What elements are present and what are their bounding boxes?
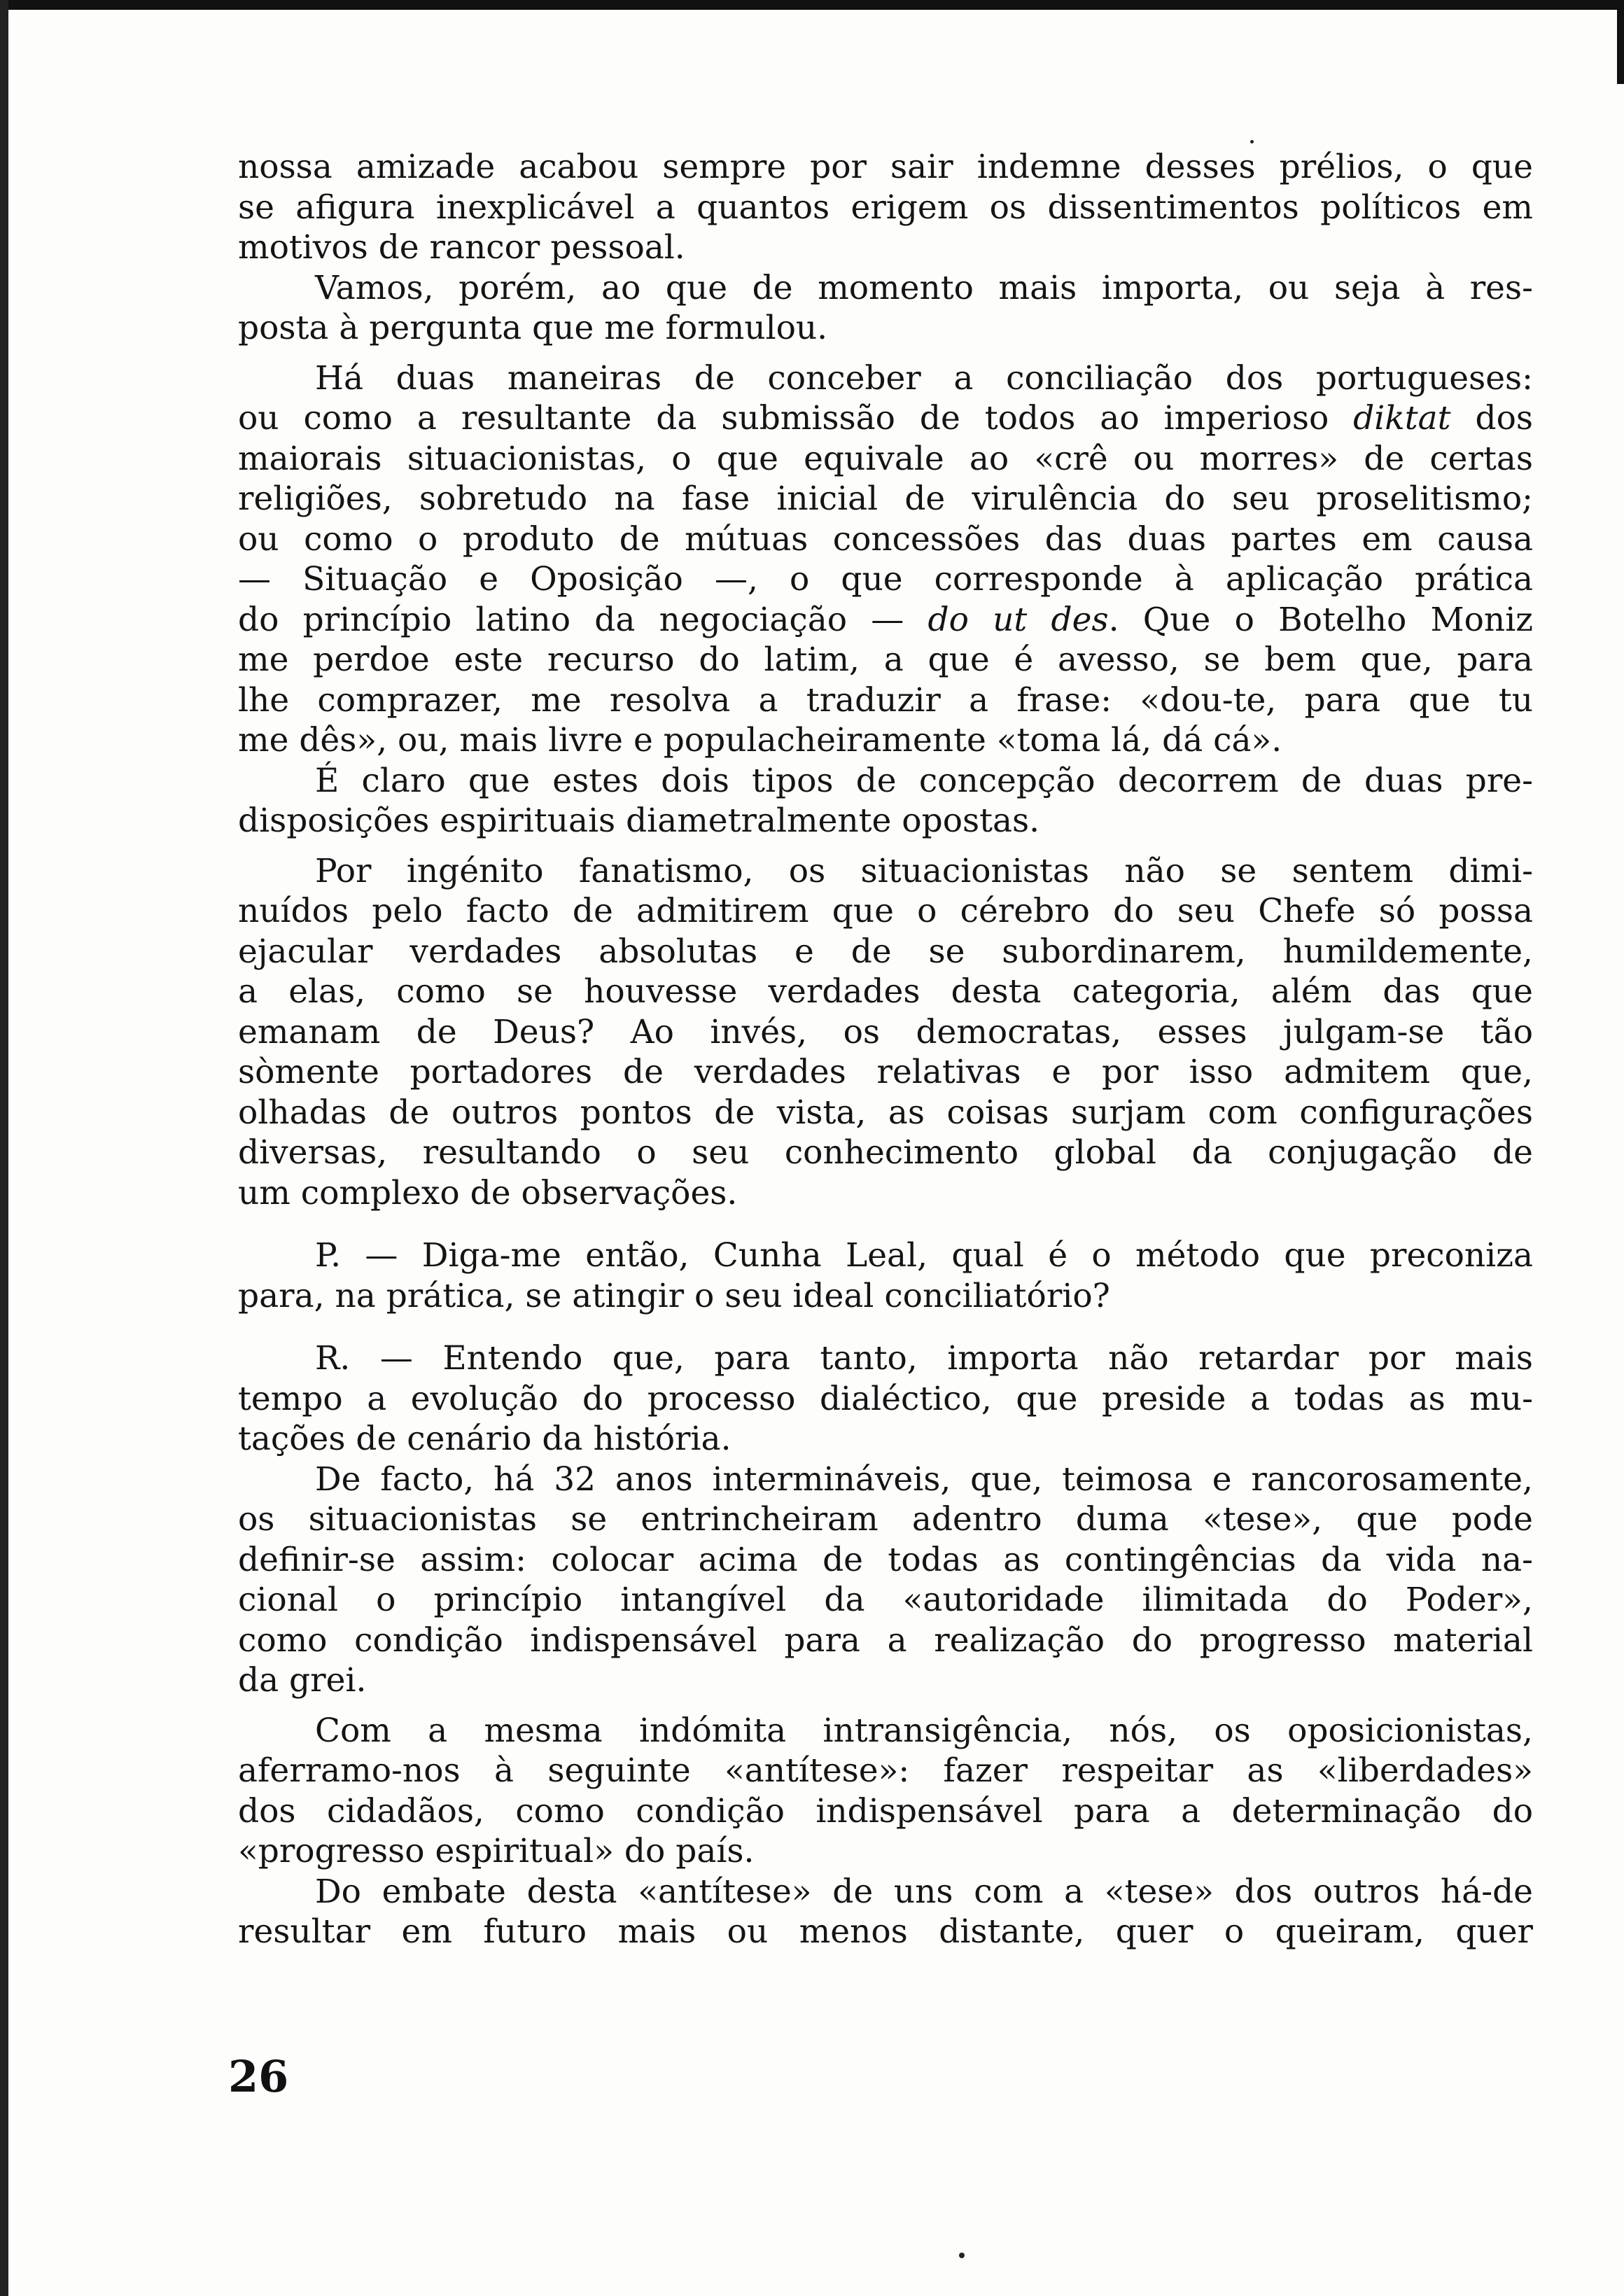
text-line: ejacular verdades absolutas e de se subordinarem, humildemente, [238, 932, 1533, 971]
answer-line: R. — Entendo que, para tanto, importa não retardar por mais [315, 1339, 1533, 1378]
text-line: Do embate desta «antítese» de uns com a «tese» dos outros há-de [315, 1872, 1533, 1911]
text-line: aferramo-nos à seguinte «antítese»: fazer respeitar as «liberdades» [238, 1751, 1533, 1790]
question-line: P. — Diga-me então, Cunha Leal, qual é o método que preconiza [315, 1236, 1533, 1275]
text-line: sòmente portadores de verdades relativas e por isso admitem que, [238, 1053, 1533, 1091]
text-line: ou como o produto de mútuas concessões das duas partes em causa [238, 519, 1533, 559]
text-line: resultar em futuro mais ou menos distante, quer o queiram, quer [238, 1912, 1533, 1951]
text-line: Por ingénito fanatismo, os situacionistas não se sentem dimi- [315, 851, 1533, 890]
text-line: disposições espirituais diametralmente opostas. [238, 802, 1040, 840]
text-line: — Situação e Oposição —, o que corresponde à aplicação prática [238, 560, 1533, 598]
text-line: olhadas de outros pontos de vista, as coisas surjam com configurações [238, 1093, 1533, 1132]
text-line: Há duas maneiras de conceber a conciliação dos portugueses: [315, 358, 1533, 398]
text-line: como condição indispensável para a realização do progresso material [238, 1620, 1533, 1660]
text-line: me dês», ou, mais livre e populacheiramente «toma lá, dá cá». [238, 721, 1282, 760]
text-line: um complexo de observações. [238, 1173, 738, 1212]
text-line: motivos de rancor pessoal. [238, 228, 685, 267]
text-line: definir-se assim: colocar acima de todas as contingências da vida na- [238, 1540, 1533, 1579]
text-line: diversas, resultando o seu conhecimento global da conjugação de [238, 1133, 1533, 1172]
text-line: «progresso espiritual» do país. [238, 1832, 755, 1870]
text-line: emanam de Deus? Ao invés, os democratas, esses julgam-se tão [238, 1012, 1533, 1051]
text-line: Com a mesma indómita intransigência, nós, os oposicionistas, [315, 1711, 1533, 1750]
answer-line: tações de cenário da história. [238, 1420, 732, 1458]
question-line: para, na prática, se atingir o seu ideal conciliatório? [238, 1276, 1110, 1315]
page-number: 26 [228, 2051, 289, 2102]
scan-edge-left [0, 0, 8, 2296]
body-text [238, 147, 1533, 1952]
text-line: dos cidadãos, como condição indispensável para a determinação do [238, 1791, 1533, 1830]
text-line: posta à pergunta que me formulou. [238, 309, 828, 347]
text-line: cional o princípio intangível da «autoridade ilimitada do Poder», [238, 1581, 1533, 1619]
answer-line: tempo a evolução do processo dialéctico, que preside a todas as mu- [238, 1379, 1533, 1418]
text-line: De facto, há 32 anos intermináveis, que, teimosa e rancorosamente, [315, 1460, 1533, 1499]
scan-edge-right [1617, 0, 1624, 84]
scan-edge-top [0, 0, 1624, 10]
text-line: me perdoe este recurso do latim, a que é avesso, se bem que, para [238, 640, 1533, 679]
text-line: da grei. [238, 1661, 367, 1700]
text-line: nuídos pelo facto de admitirem que o cérebro do seu Chefe só possa [238, 892, 1533, 930]
text-line: do princípio latino da negociação — do ut des. Que o Botelho Moniz [238, 600, 1533, 639]
text-line: religiões, sobretudo na fase inicial de virulência do seu proselitismo; [238, 479, 1533, 518]
text-line: os situacionistas se entrincheiram adentro duma «tese», que pode [238, 1500, 1533, 1539]
text-line: maiorais situacionistas, o que equivale ao «crê ou morres» de certas [238, 439, 1533, 478]
text-line: ou como a resultante da submissão de todos ao imperioso diktat dos [238, 399, 1533, 438]
scan-speck [1250, 140, 1254, 144]
text-line: É claro que estes dois tipos de concepção decorrem de duas pre- [315, 761, 1533, 800]
scan-speck [959, 2253, 965, 2258]
text-line: se afigura inexplicável a quantos erigem os dissentimentos políticos em [238, 188, 1533, 227]
text-line: nossa amizade acabou sempre por sair indemne desses prélios, o que [238, 148, 1533, 186]
text-line: a elas, como se houvesse verdades desta categoria, além das que [238, 972, 1533, 1011]
text-line: Vamos, porém, ao que de momento mais importa, ou seja à res- [315, 268, 1533, 307]
text-line: lhe comprazer, me resolva a traduzir a frase: «dou-te, para que tu [238, 680, 1533, 720]
